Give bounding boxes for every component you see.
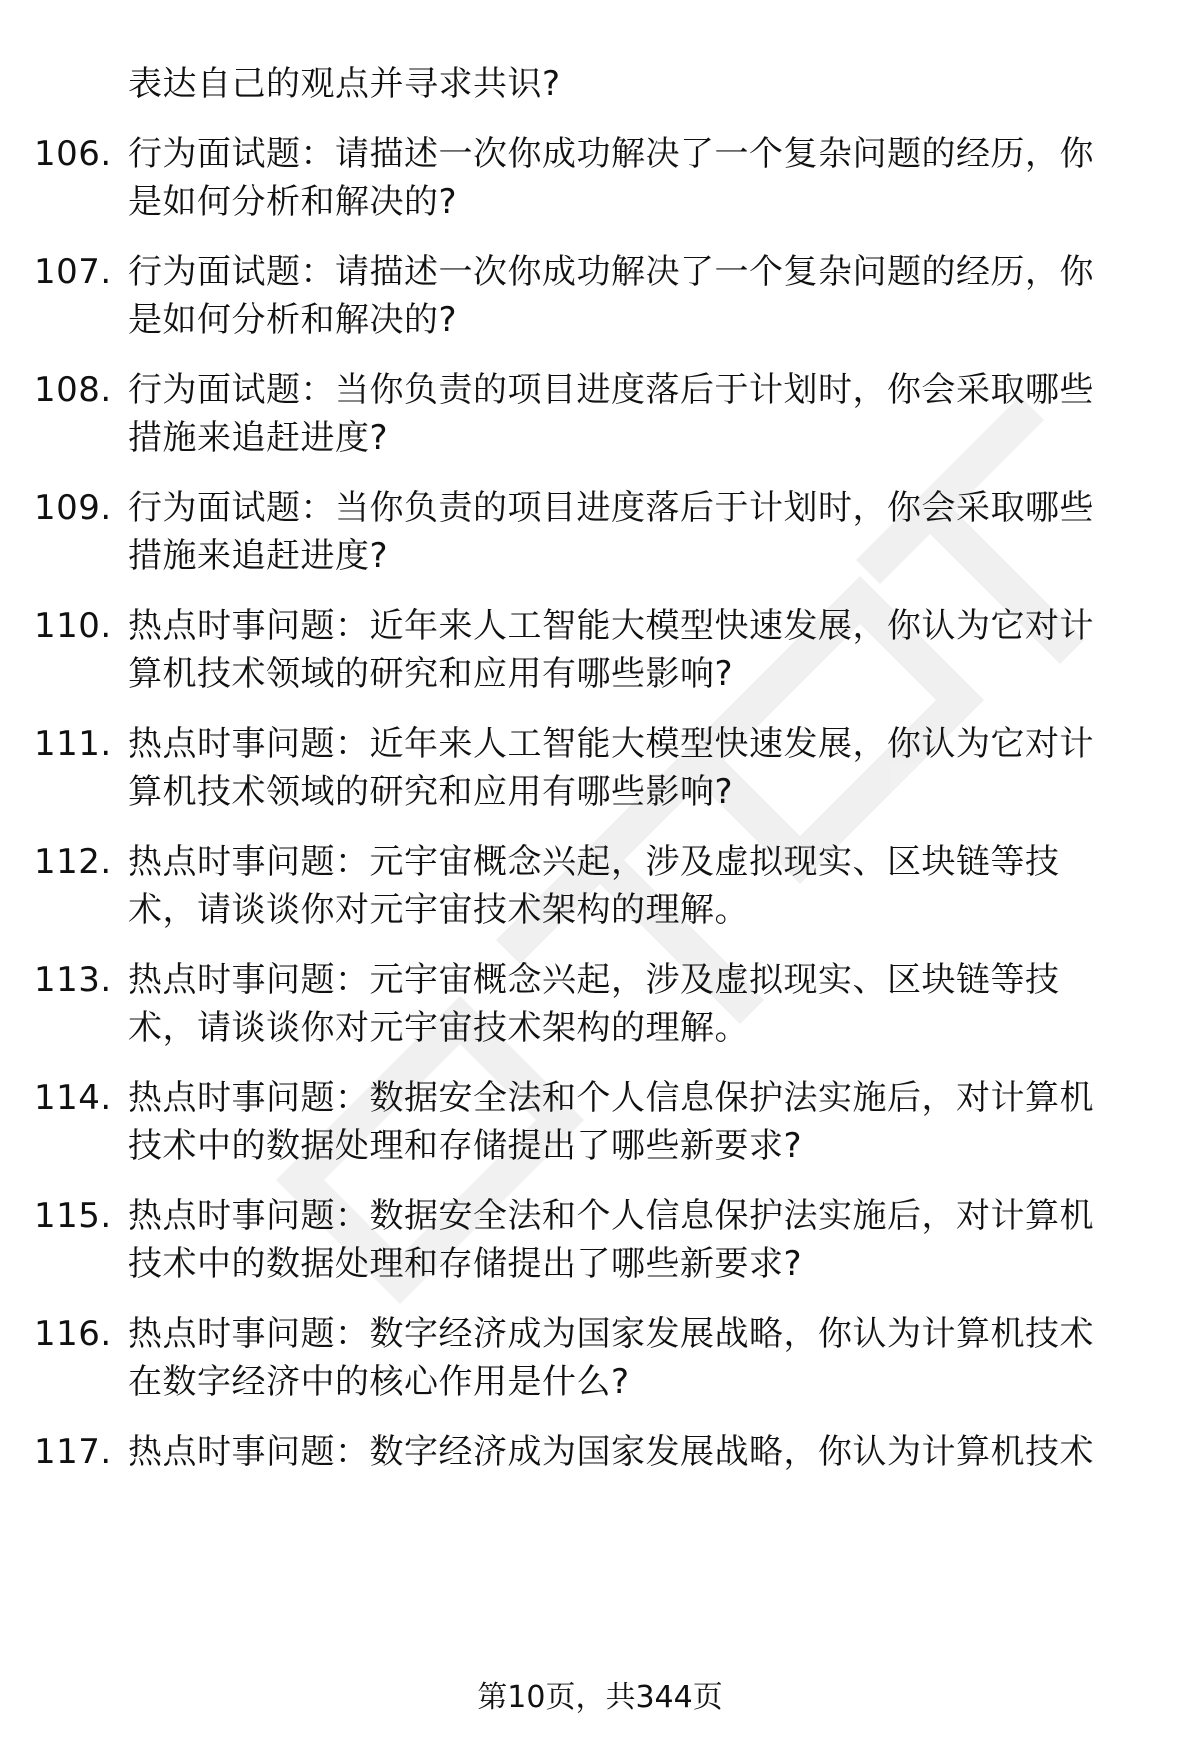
item-text: 热点时事问题：近年来人工智能大模型快速发展，你认为它对计 算机技术领域的研究和应用有哪些影响? xyxy=(128,606,1094,694)
item-text: 热点时事问题：数字经济成为国家发展战略，你认为计算机技术 xyxy=(128,1432,1094,1472)
item-text: 表达自己的观点并寻求共识? xyxy=(128,64,561,104)
item-text: 热点时事问题：数据安全法和个人信息保护法实施后，对计算机 技术中的数据处理和存储提出了哪些新要求? xyxy=(128,1196,1094,1284)
item-text: 行为面试题：请描述一次你成功解决了一个复杂问题的经历，你 是如何分析和解决的? xyxy=(128,134,1094,222)
item-text: 热点时事问题：元宇宙概念兴起，涉及虚拟现实、区块链等技 术，请谈谈你对元宇宙技术架构的理解。 xyxy=(128,842,1060,930)
item-text: 热点时事问题：数字经济成为国家发展战略，你认为计算机技术 在数字经济中的核心作用是什么? xyxy=(128,1314,1094,1402)
page-footer xyxy=(0,1678,1200,1718)
item-number: 110. xyxy=(34,606,112,646)
item-number: 115. xyxy=(34,1196,112,1236)
item-text: 热点时事问题：数据安全法和个人信息保护法实施后，对计算机 技术中的数据处理和存储提出了哪些新要求? xyxy=(128,1078,1094,1166)
item-number: 107. xyxy=(34,252,112,292)
item-number: 117. xyxy=(34,1432,112,1472)
item-number: 106. xyxy=(34,134,112,174)
item-number: 116. xyxy=(34,1314,112,1354)
item-text: 行为面试题：当你负责的项目进度落后于计划时，你会采取哪些 措施来追赶进度? xyxy=(128,370,1094,458)
item-text: 行为面试题：请描述一次你成功解决了一个复杂问题的经历，你 是如何分析和解决的? xyxy=(128,252,1094,340)
item-number: 113. xyxy=(34,960,112,1000)
page-number-label: 第10页，共344页 xyxy=(477,1680,723,1715)
item-number: 114. xyxy=(34,1078,112,1118)
item-number: 108. xyxy=(34,370,112,410)
item-text: 行为面试题：当你负责的项目进度落后于计划时，你会采取哪些 措施来追赶进度? xyxy=(128,488,1094,576)
item-text: 热点时事问题：近年来人工智能大模型快速发展，你认为它对计 算机技术领域的研究和应用有哪些影响? xyxy=(128,724,1094,812)
item-number: 109. xyxy=(34,488,112,528)
item-text: 热点时事问题：元宇宙概念兴起，涉及虚拟现实、区块链等技 术，请谈谈你对元宇宙技术架构的理解。 xyxy=(128,960,1060,1048)
item-number: 112. xyxy=(34,842,112,882)
item-number: 111. xyxy=(34,724,112,764)
